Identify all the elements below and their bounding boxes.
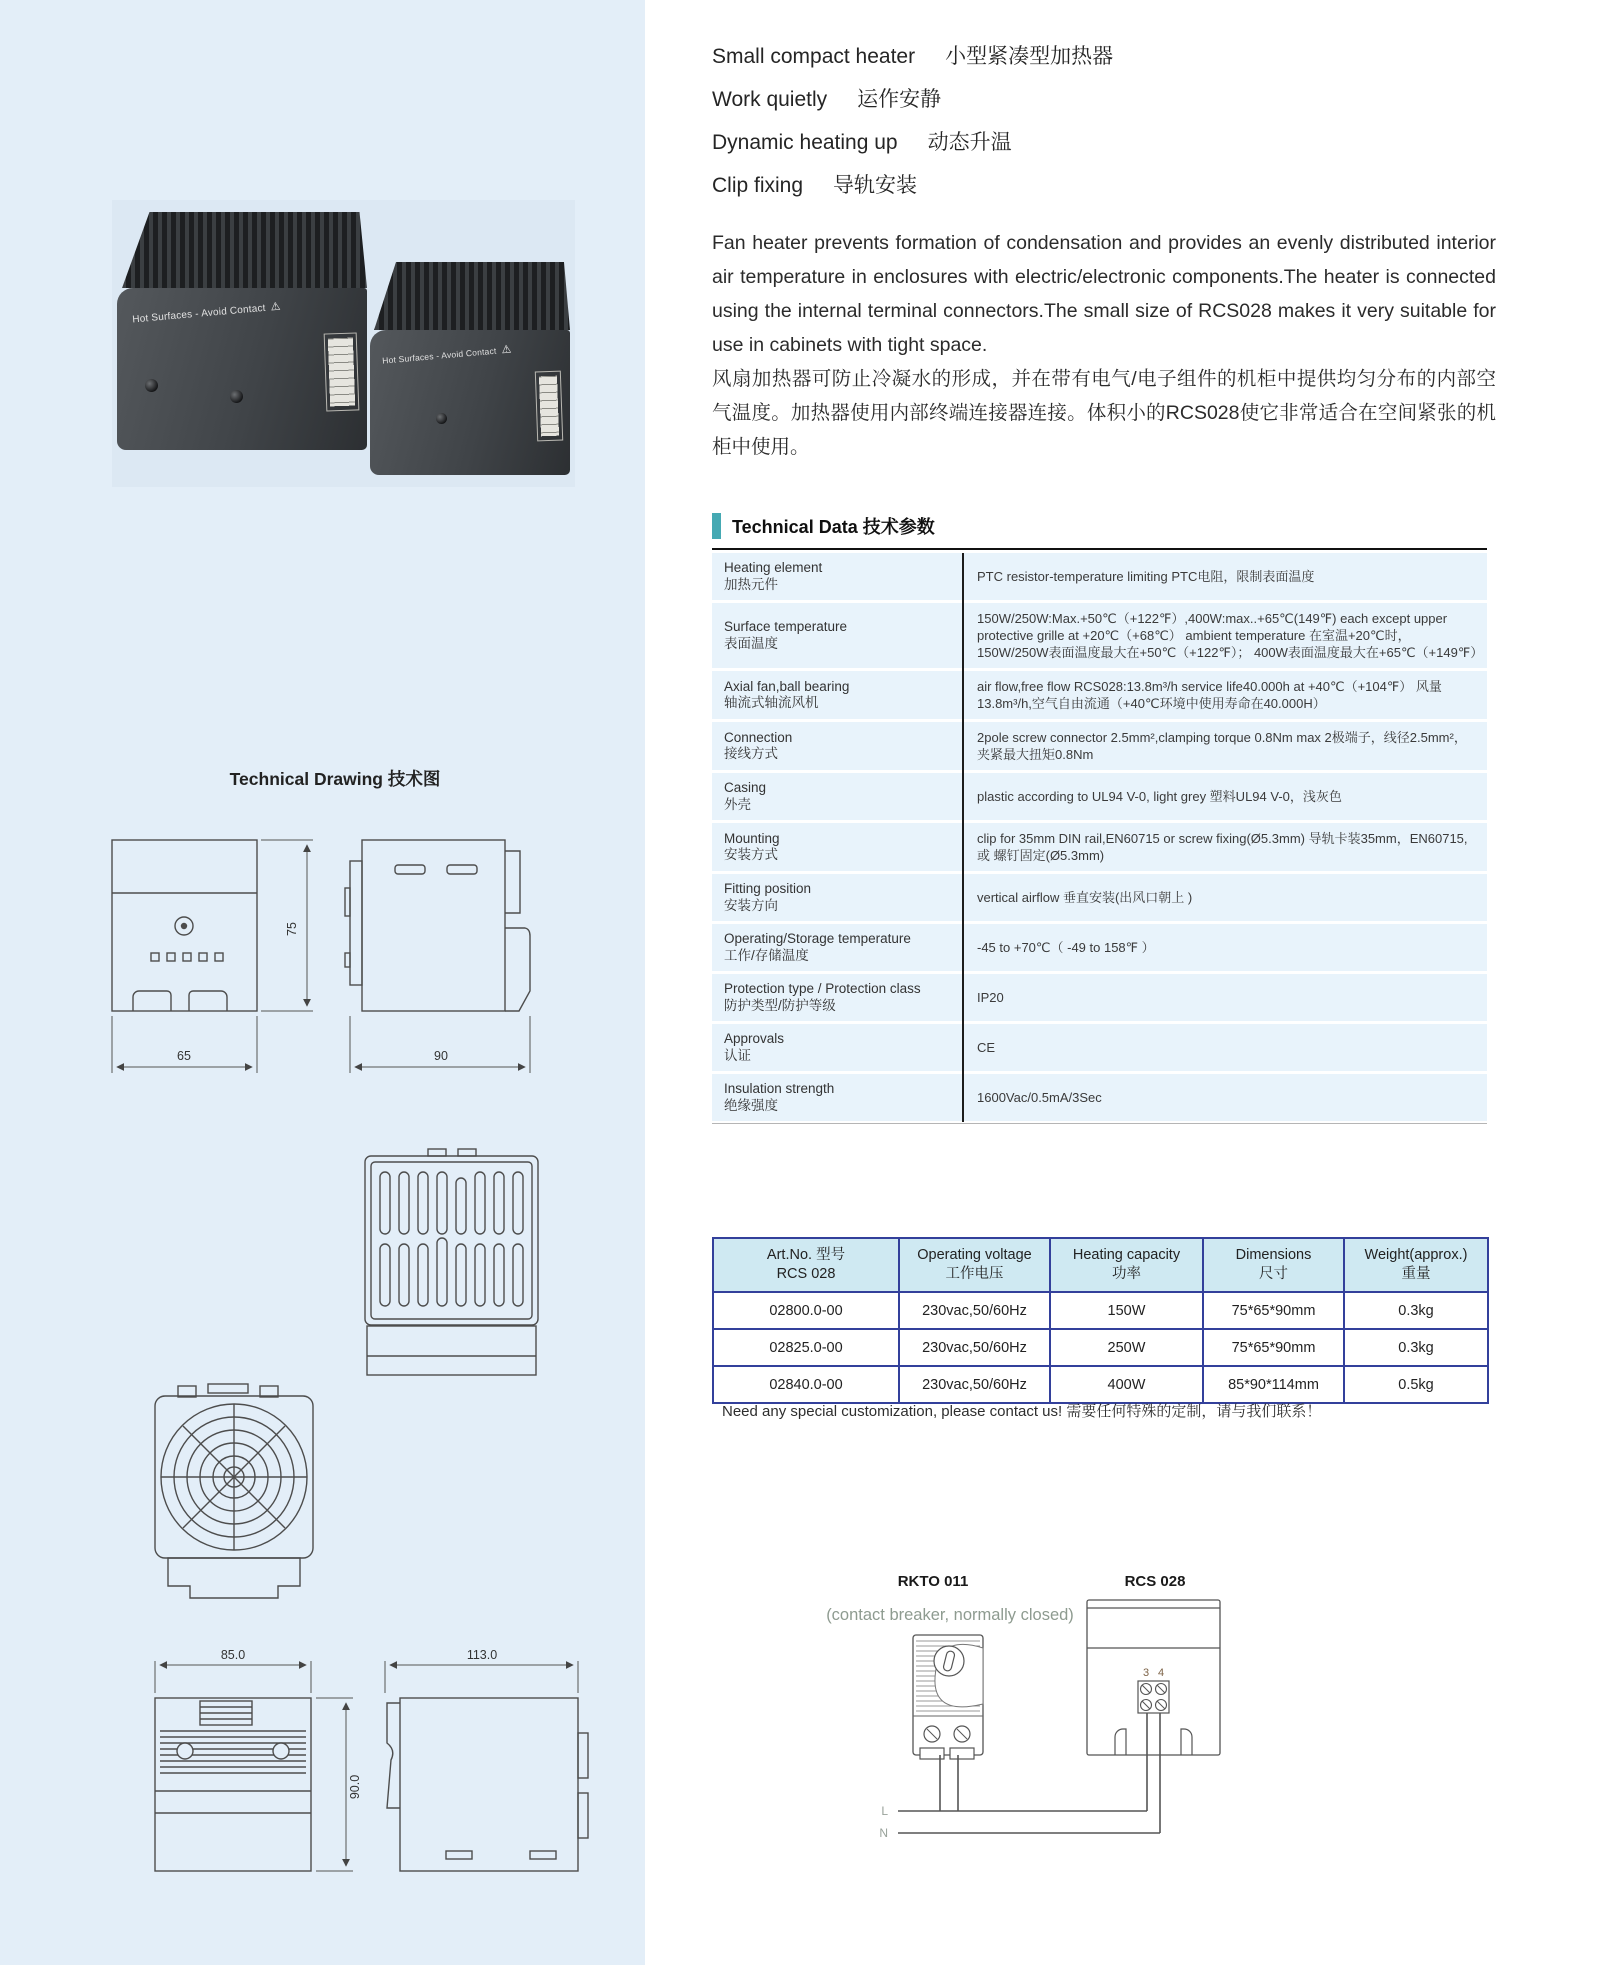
product-table-header-row <box>713 1238 1488 1292</box>
product-table-cell: 0.3kg <box>1344 1292 1488 1329</box>
heater-side-label <box>323 333 358 412</box>
tech-data-label-zh: 防护类型/防护等级 <box>724 997 836 1013</box>
tech-data-label <box>712 924 962 971</box>
product-table-cell: 02825.0-00 <box>713 1329 899 1366</box>
wiring-right-device-label: RCS 028 <box>1124 1573 1186 1590</box>
tech-data-label <box>712 671 962 719</box>
tech-data-value: 2pole screw connector 2.5mm²,clamping torque 0.8Nm max 2极端子，线径2.5mm²，夹紧最大扭矩0.8Nm <box>977 730 1467 762</box>
product-header-en: Art.No. 型号 <box>766 1247 846 1263</box>
product-table-cell: 85*90*114mm <box>1203 1366 1344 1403</box>
heater-warning-text: Hot Surfaces - Avoid Contact ⚠ <box>131 300 282 326</box>
product-table-cell: 02840.0-00 <box>713 1366 899 1403</box>
tech-data-label-en: Axial fan,ball bearing <box>724 678 850 694</box>
tech-data-value: -45 to +70℃（ -49 to 158℉ ） <box>977 940 1155 955</box>
tech-data-label-zh: 绝缘强度 <box>724 1097 778 1113</box>
front-view-dimensions <box>112 840 313 1073</box>
tech-data-label-zh: 外壳 <box>724 796 751 812</box>
tech-data-row <box>712 874 1487 921</box>
tech-data-label-en: Approvals <box>724 1031 785 1046</box>
product-header-zh: RCS 028 <box>776 1266 836 1282</box>
product-table-cell: 230vac,50/60Hz <box>899 1329 1050 1366</box>
live-line-label: L <box>881 1804 888 1818</box>
tech-data-label-zh: 接线方式 <box>724 746 778 761</box>
product-table-cell: 02800.0-00 <box>713 1292 899 1329</box>
tech-data-label <box>712 874 962 921</box>
product-table-cell: 150W <box>1050 1292 1203 1329</box>
product-table-row <box>713 1329 1488 1366</box>
table-column-divider <box>962 553 964 1122</box>
tech-data-label-zh: 轴流式轴流风机 <box>724 695 819 710</box>
front-width-dim: 65 <box>177 1049 191 1063</box>
technical-drawing-title: Technical Drawing 技术图 <box>229 769 441 789</box>
tech-data-label-zh: 工作/存储温度 <box>724 947 809 963</box>
tech-data-value: clip for 35mm DIN rail,EN60715 or screw fixing(Ø5.3mm) 导轨卡装35mm，EN60715,或 螺钉固定(Ø5.3mm) <box>977 831 1468 863</box>
technical-data-header <box>712 513 1487 550</box>
product-table-row <box>713 1366 1488 1403</box>
description-en: Fan heater prevents formation of condensation and provides an evenly distributed interior air temperature in enclosures with electric/electronic components.The heater is connected using the internal terminal connectors.The small size of RCS028 makes it very suitable for use in cabinets with tight space. <box>712 232 1496 356</box>
wiring-caption: (contact breaker, normally closed) <box>826 1606 1074 1624</box>
neutral-line-label: N <box>879 1826 888 1840</box>
tech-data-label-zh: 加热元件 <box>724 576 778 592</box>
hot-surface-warning-icon: ⚠ <box>270 300 282 314</box>
tech-data-label <box>712 553 962 600</box>
hot-surface-warning-icon: ⚠ <box>500 342 512 356</box>
tech-data-row <box>712 553 1487 600</box>
tech-data-value: air flow,free flow RCS028:13.8m³/h service life40.000h at +40℃（+104℉） 风量13.8m³/h,空气自由流通（+40℃环境中使用寿命在40.000H） <box>977 679 1442 711</box>
tech-data-label-en: Mounting <box>724 830 780 846</box>
wiring-left-device-label: RKTO 011 <box>897 1573 969 1590</box>
product-table-header-cell <box>713 1238 899 1292</box>
bottom-side-dimensions <box>385 1661 578 1693</box>
left-panel <box>0 0 645 1965</box>
product-header-zh: 功率 <box>1112 1266 1141 1282</box>
tech-data-label <box>712 974 962 1021</box>
tech-data-label-zh: 认证 <box>724 1047 751 1063</box>
tech-data-label <box>712 1024 962 1071</box>
drawing-fan-view <box>138 1383 320 1628</box>
product-table-cell: 230vac,50/60Hz <box>899 1292 1050 1329</box>
tech-data-label <box>712 1074 962 1121</box>
tech-data-label-en: Insulation strength <box>724 1081 835 1096</box>
product-table-cell: 75*65*90mm <box>1203 1329 1344 1366</box>
tech-data-value: 1600Vac/0.5mA/3Sec <box>977 1090 1102 1105</box>
terminal-4-label: 4 <box>1157 1667 1165 1679</box>
terminal-3-label: 3 <box>1142 1667 1150 1679</box>
tech-data-label-en: Heating element <box>724 560 823 575</box>
heater-grille-top <box>117 212 367 288</box>
side-width-dim: 90 <box>434 1049 448 1063</box>
tech-data-label-zh: 安装方式 <box>724 847 778 862</box>
feature-item: Small compact heater 小型紧凑型加热器 <box>712 45 1114 68</box>
tech-data-value: CE <box>977 1040 996 1055</box>
tech-data-value: IP20 <box>977 990 1004 1005</box>
tech-data-row <box>712 671 1487 719</box>
product-table-cell: 250W <box>1050 1329 1203 1366</box>
side-view-dimensions <box>350 1016 530 1073</box>
heater-screw <box>145 379 158 392</box>
tech-data-row <box>712 924 1487 971</box>
tech-data-value: 150W/250W:Max.+50℃（+122℉）,400W:max..+65℃(149℉) each except upper protective grille at +20℃（+68℃） ambient temperature 在室温+20℃时，150W/250W表面温度最大在+50℃（+122℉）； 400W表面温度最大在+65℃（+149℉） <box>977 611 1484 660</box>
bottom-side-view <box>387 1698 588 1871</box>
product-table-cell: 0.3kg <box>1344 1329 1488 1366</box>
tech-data-row <box>712 603 1487 668</box>
product-header-zh: 尺寸 <box>1259 1266 1288 1282</box>
technical-data-title: Technical Data 技术参数 <box>732 517 935 537</box>
product-header-zh: 重量 <box>1401 1266 1431 1282</box>
tech-data-label-en: Operating/Storage temperature <box>724 931 911 946</box>
product-table-header-cell <box>899 1238 1050 1292</box>
heater-warning-text: Hot Surfaces - Avoid Contact ⚠ <box>381 342 512 366</box>
heater-body <box>117 288 367 450</box>
product-table-cell: 400W <box>1050 1366 1203 1403</box>
tech-data-row <box>712 722 1487 770</box>
tech-data-label <box>712 722 962 770</box>
drawing-bottom-views <box>138 1643 610 1878</box>
product-table-header-cell <box>1203 1238 1344 1292</box>
description <box>712 226 1496 464</box>
feature-item: Dynamic heating up 动态升温 <box>712 131 1012 154</box>
bottom-front-view <box>155 1698 311 1871</box>
product-photo-heater-small <box>370 262 570 475</box>
product-table-cell: 0.5kg <box>1344 1366 1488 1403</box>
heater-grille-top <box>370 262 570 330</box>
bottom-front-dimensions <box>155 1661 353 1871</box>
feature-item: Work quietly 运作安静 <box>712 88 942 111</box>
product-table-cell: 75*65*90mm <box>1203 1292 1344 1329</box>
heater-screw <box>230 390 243 403</box>
tech-data-row <box>712 1024 1487 1071</box>
product-table-row <box>713 1292 1488 1329</box>
product-photo <box>112 200 575 487</box>
heater-screw <box>436 413 447 424</box>
front-height-dim: 75 <box>285 922 299 936</box>
feature-item: Clip fixing 导轨安装 <box>712 174 918 197</box>
drawing-front-side-view <box>95 833 575 1113</box>
tech-data-label <box>712 823 962 871</box>
tech-data-label-en: Connection <box>724 729 793 745</box>
product-header-en: Operating voltage <box>917 1247 1032 1263</box>
product-table-header-cell <box>1344 1238 1488 1292</box>
heater-outline-drawing <box>1087 1600 1220 1755</box>
tech-data-label-en: Casing <box>724 780 767 795</box>
product-header-en: Heating capacity <box>1072 1247 1181 1263</box>
side-view <box>345 840 530 1011</box>
thermostat-drawing <box>913 1635 983 1759</box>
tech-data-value: PTC resistor-temperature limiting PTC电阻，限制表面温度 <box>977 569 1315 584</box>
accent-bar <box>712 513 721 539</box>
bottom-side-width-dim: 113.0 <box>466 1648 498 1662</box>
tech-data-row <box>712 974 1487 1021</box>
tech-data-row <box>712 823 1487 871</box>
tech-data-label <box>712 603 962 668</box>
tech-data-label <box>712 773 962 820</box>
product-table-cell: 230vac,50/60Hz <box>899 1366 1050 1403</box>
product-header-en: Weight(approx.) <box>1364 1247 1468 1263</box>
bottom-front-height-dim: 90.0 <box>348 1774 362 1800</box>
feature-list <box>712 40 1113 212</box>
technical-data-table <box>712 553 1487 1124</box>
heater-side-label <box>535 370 563 440</box>
tech-data-label-en: Protection type / Protection class <box>724 981 921 996</box>
tech-data-label-zh: 表面温度 <box>724 635 778 651</box>
product-table-section <box>712 1237 1487 1404</box>
product-header-en: Dimensions <box>1235 1247 1312 1263</box>
product-table <box>712 1237 1489 1404</box>
tech-data-value: vertical airflow 垂直安装(出风口朝上 ) <box>977 890 1193 905</box>
tech-data-row <box>712 1074 1487 1121</box>
tech-data-value: plastic according to UL94 V-0, light grey 塑料UL94 V-0，浅灰色 <box>977 789 1342 804</box>
customization-note: Need any special customization, please contact us! 需要任何特殊的定制，请与我们联系！ <box>722 1403 1322 1420</box>
heater-body <box>370 330 570 475</box>
front-view <box>112 840 257 1011</box>
bottom-front-width-dim: 85.0 <box>220 1648 246 1662</box>
product-header-zh: 工作电压 <box>945 1266 1004 1282</box>
tech-data-row <box>712 773 1487 820</box>
product-table-body <box>713 1292 1488 1403</box>
product-photo-heater-large <box>117 212 367 450</box>
grille-slots <box>380 1172 523 1306</box>
wiring-diagram <box>810 1556 1290 1886</box>
product-table-header-cell <box>1050 1238 1203 1292</box>
drawing-grille-view <box>358 1148 550 1380</box>
tech-data-label-en: Surface temperature <box>724 619 848 634</box>
tech-data-label-zh: 安装方向 <box>724 897 778 913</box>
description-zh: 风扇加热器可防止冷凝水的形成，并在带有电气/电子组件的机柜中提供均匀分布的内部空气温度。加热器使用内部终端连接器连接。体积小的RCS028使它非常适合在空间紧张的机柜中使用。 <box>712 368 1496 458</box>
tech-data-label-en: Fitting position <box>724 881 812 896</box>
